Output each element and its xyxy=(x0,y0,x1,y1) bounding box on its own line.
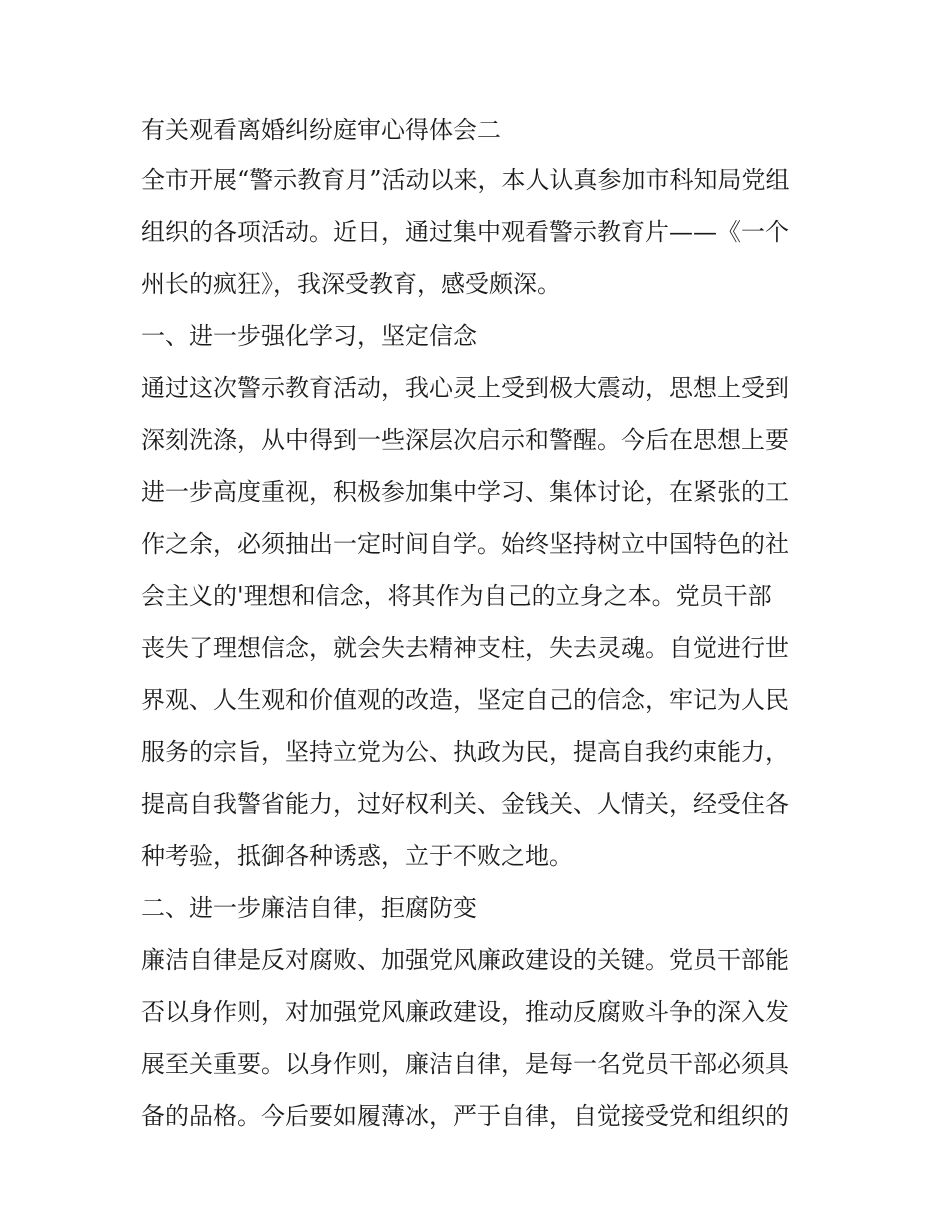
paragraph-line: 提高自我警省能力，过好权利关、金钱关、人情关，经受住各 xyxy=(141,790,789,818)
paragraph-line: 种考验，抵御各种诱惑，立于不败之地。 xyxy=(141,842,573,870)
paragraph-line: 全市开展“警示教育月”活动以来，本人认真参加市科知局党组 xyxy=(141,166,790,194)
document-body xyxy=(141,106,813,1142)
paragraph-line: 备的品格。今后要如履薄冰，严于自律，自觉接受党和组织的 xyxy=(141,1102,789,1130)
paragraph-line: 廉洁自律是反对腐败、加强党风廉政建设的关键。党员干部能 xyxy=(141,946,789,974)
paragraph-line: 服务的宗旨，坚持立党为公、执政为民，提高自我约束能力， xyxy=(141,738,789,766)
intro-paragraph xyxy=(141,154,813,310)
paragraph-line: 州长的疯狂》，我深受教育，感受颇深。 xyxy=(141,270,561,298)
section-heading-1: 一、进一步强化学习，坚定信念 xyxy=(141,322,477,350)
section-2-paragraph xyxy=(141,934,813,1142)
paragraph-line: 组织的各项活动。近日，通过集中观看警示教育片——《一个 xyxy=(141,218,789,246)
paragraph-line: 展至关重要。以身作则，廉洁自律，是每一名党员干部必须具 xyxy=(141,1050,789,1078)
section-heading-2: 二、进一步廉洁自律，拒腐防变 xyxy=(141,894,477,922)
paragraph-line: 进一步高度重视，积极参加集中学习、集体讨论，在紧张的工 xyxy=(141,478,789,506)
paragraph-line: 作之余，必须抽出一定时间自学。始终坚持树立中国特色的社 xyxy=(141,530,789,558)
paragraph-line: 界观、人生观和价值观的改造，坚定自己的信念，牢记为人民 xyxy=(141,686,789,714)
document-title: 有关观看离婚纠纷庭审心得体会二 xyxy=(141,116,501,144)
paragraph-line: 深刻洗涤，从中得到一些深层次启示和警醒。今后在思想上要 xyxy=(141,426,789,454)
paragraph-line: 否以身作则，对加强党风廉政建设，推动反腐败斗争的深入发 xyxy=(141,998,789,1026)
paragraph-line: 通过这次警示教育活动，我心灵上受到极大震动，思想上受到 xyxy=(141,374,789,402)
section-1-paragraph xyxy=(141,362,813,882)
paragraph-line: 丧失了理想信念，就会失去精神支柱，失去灵魂。自觉进行世 xyxy=(141,634,789,662)
paragraph-line: 会主义的'理想和信念，将其作为自己的立身之本。党员干部 xyxy=(141,582,772,610)
